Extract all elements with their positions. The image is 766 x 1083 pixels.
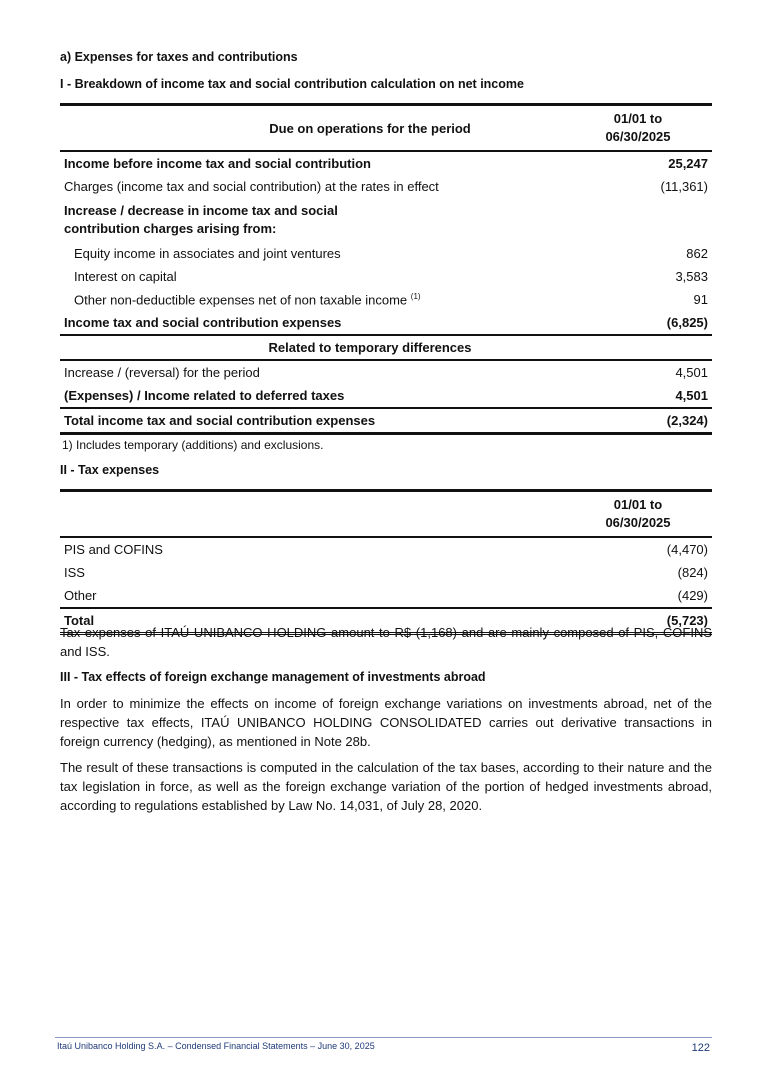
section-iii-heading: III - Tax effects of foreign exchange management of investments abroad — [60, 670, 486, 684]
table-row: Other (429) — [64, 588, 708, 603]
table-header — [60, 105, 712, 152]
header-period: 01/01 to 06/30/2025 — [605, 497, 671, 530]
page-number: 122 — [691, 1042, 710, 1054]
section-a-heading: a) Expenses for taxes and contributions — [60, 50, 298, 64]
income-tax-table — [60, 103, 712, 452]
paragraph: The result of these transactions is computed in the calculation of the tax bases, according to their nature and the tax legislation in force, as well as the foreign exchange variation of the portion of hedged investments abroad, according to regulations established by Law No. 14,031, of July 28, 2020. — [60, 760, 712, 813]
table-total-row: Total (5,723) — [60, 608, 712, 634]
tax-expenses-table — [60, 489, 712, 635]
header-period: 01/01 to 06/30/2025 — [605, 111, 671, 144]
paragraph: In order to minimize the effects on income of foreign exchange variations on investments abroad, net of the respective tax effects, ITAÚ UNIBANCO HOLDING CONSOLIDATED carries out derivative transactions in foreign currency (hedging), as mentioned in Note 28b. — [60, 696, 712, 749]
section-ii-heading: II - Tax expenses — [60, 463, 160, 477]
table-total-row: Total income tax and social contribution expenses (2,324) — [60, 408, 712, 434]
table-row: Other non-deductible expenses net of non taxable income $^{(1)}$ 91 — [74, 291, 708, 308]
tax-note: Tax expenses of ITAÚ UNIBANCO HOLDING amount to R$ (1,168) and are mainly composed of PIS, COFINS and ISS. — [60, 625, 712, 659]
table-row: Income tax and social contribution expenses (6,825) — [64, 315, 708, 330]
footnote-ref: (1) — [410, 291, 421, 301]
table-subheader: Related to temporary differences — [60, 335, 712, 360]
table-row: ISS (824) — [64, 565, 708, 580]
footer-rule — [55, 1037, 712, 1038]
header-label: Due on operations for the period — [269, 120, 471, 136]
table-row: PIS and COFINS (4,470) — [60, 537, 712, 561]
table-row: Interest on capital 3,583 — [74, 269, 708, 284]
section-i-heading: I - Breakdown of income tax and social contribution calculation on net income — [60, 77, 524, 91]
footer-text: Itaú Unibanco Holding S.A. – Condensed Financial Statements – June 30, 2025 — [57, 1041, 375, 1051]
table-row: Equity income in associates and joint ventures 862 — [74, 246, 708, 261]
footnote: 1) Includes temporary (additions) and exclusions. — [62, 438, 324, 452]
table-row: Charges (income tax and social contribution) at the rates in effect (11,361) — [64, 179, 708, 194]
table-header — [60, 491, 712, 538]
table-row: Income before income tax and social contribution 25,247 — [60, 151, 712, 175]
table-row: Increase / (reversal) for the period 4,501 — [60, 360, 712, 384]
table-row: (Expenses) / Income related to deferred taxes 4,501 — [64, 388, 708, 403]
table-row: Increase / decrease in income tax and social contribution charges arising from: — [64, 203, 338, 236]
